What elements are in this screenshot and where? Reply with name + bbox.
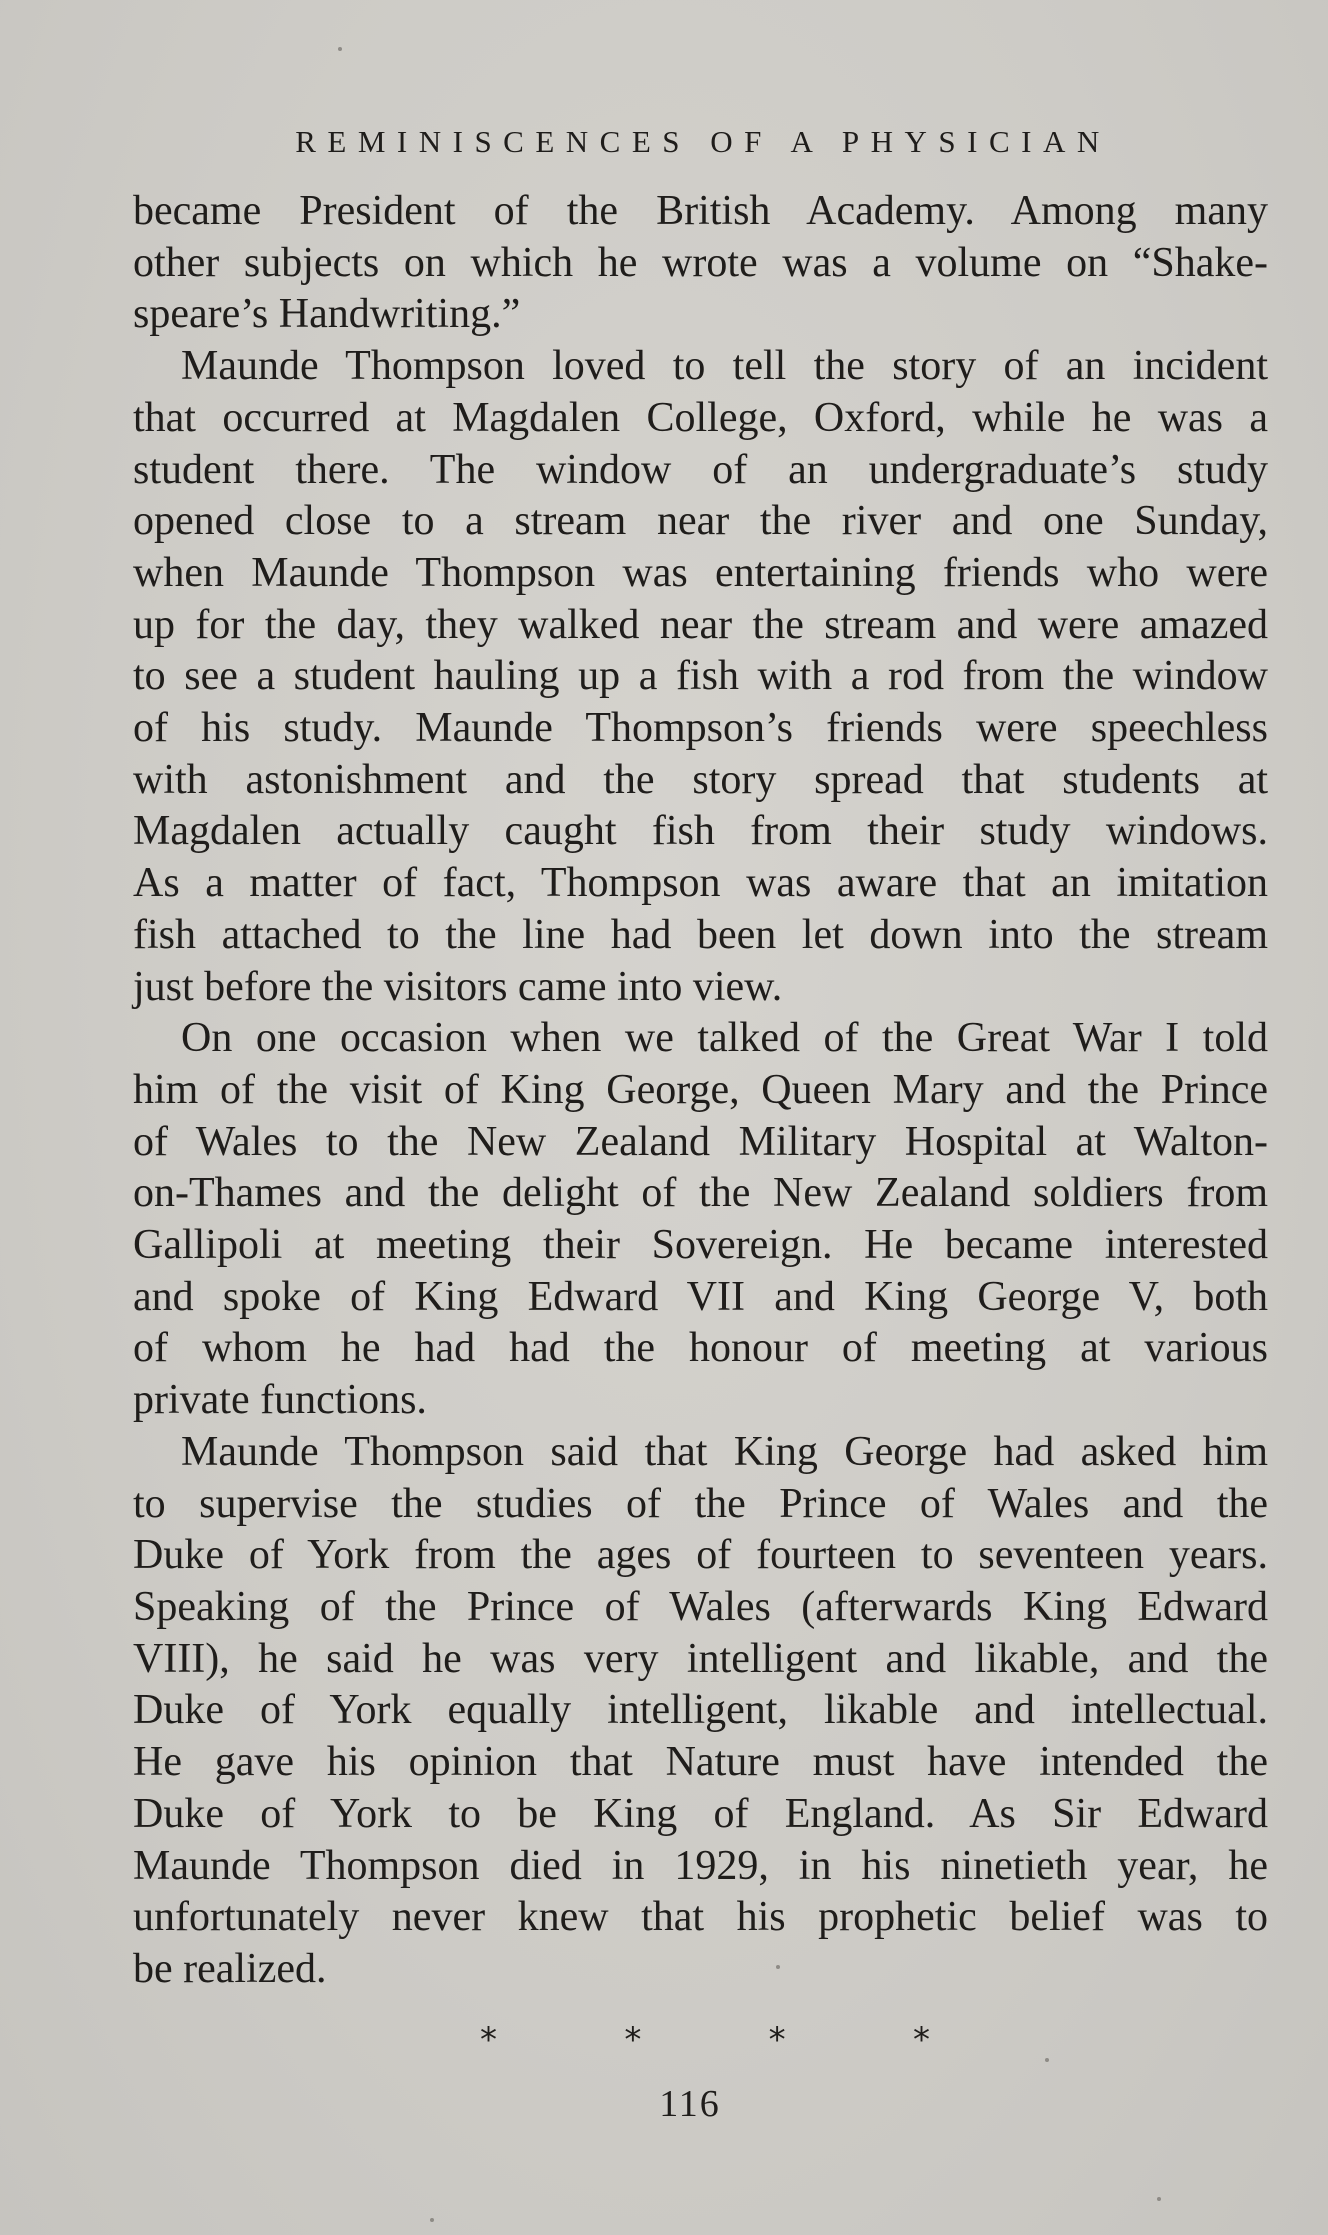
text-line: VIII), he said he was very intelligent and likable, and the	[133, 1635, 1268, 1682]
text-line: became President of the British Academy. Among many	[133, 188, 1268, 234]
text-line: fish attached to the line had been let down into the stream	[133, 911, 1268, 958]
text-line: He gave his opinion that Nature must have intended the	[133, 1739, 1268, 1786]
section-break	[480, 2020, 930, 2060]
text-line: Duke of York equally intelligent, likable and intellectual.	[133, 1687, 1268, 1734]
text-line: Maunde Thompson said that King George had asked him	[181, 1428, 1268, 1475]
text-line: private functions.	[133, 1377, 427, 1424]
text-line: of Wales to the New Zealand Military Hospital at Walton-	[133, 1118, 1268, 1165]
text-line: As a matter of fact, Thompson was aware that an imitation	[133, 860, 1268, 907]
paper-speck	[338, 47, 342, 51]
asterisk: *	[480, 2020, 497, 2060]
text-line: of his study. Maunde Thompson’s friends were speechless	[133, 705, 1268, 752]
text-line: of whom he had had the honour of meeting at various	[133, 1325, 1268, 1372]
asterisk: *	[912, 2020, 930, 2060]
text-line: with astonishment and the story spread that students at	[133, 756, 1268, 803]
text-line: Maunde Thompson loved to tell the story of an incident	[181, 343, 1268, 390]
text-line: speare’s Handwriting.”	[133, 291, 521, 338]
text-line: On one occasion when we talked of the Great War I told	[181, 1015, 1268, 1062]
text-line: and spoke of King Edward VII and King George V, both	[133, 1273, 1268, 1320]
text-line: opened close to a stream near the river and one Sunday,	[133, 498, 1268, 545]
text-line: to supervise the studies of the Prince of Wales and the	[133, 1480, 1268, 1527]
page-number: 116	[659, 2083, 721, 2125]
text-line: when Maunde Thompson was entertaining friends who were	[133, 549, 1268, 596]
text-line: up for the day, they walked near the stream and were amazed	[133, 601, 1268, 648]
paragraph	[133, 341, 1268, 1013]
text-line: just before the visitors came into view.	[133, 963, 783, 1010]
text-line: Gallipoli at meeting their Sovereign. He became interested	[133, 1222, 1268, 1269]
body-text	[133, 186, 1268, 1996]
text-line: to see a student hauling up a fish with a rod from the window	[133, 653, 1268, 700]
text-line: him of the visit of King George, Queen Mary and the Prince	[133, 1066, 1268, 1113]
text-line: Duke of York to be King of England. As Sir Edward	[133, 1790, 1268, 1837]
text-line: student there. The window of an undergraduate’s study	[133, 446, 1268, 493]
paper-speck	[776, 1965, 780, 1969]
text-line: that occurred at Magdalen College, Oxford, while he was a	[133, 394, 1268, 441]
text-line: unfortunately never knew that his prophetic belief was to	[133, 1894, 1268, 1941]
paragraph	[133, 1427, 1268, 1996]
text-line: Duke of York from the ages of fourteen to seventeen years.	[133, 1532, 1268, 1579]
paper-speck	[1157, 2197, 1161, 2201]
asterisk: *	[768, 2020, 786, 2060]
text-line: Speaking of the Prince of Wales (afterwards King Edward	[133, 1583, 1268, 1630]
text-line: be realized.	[133, 1945, 327, 1992]
paragraph	[133, 1013, 1268, 1427]
text-line: on-Thames and the delight of the New Zealand soldiers from	[133, 1170, 1268, 1217]
text-line: Magdalen actually caught fish from their study windows.	[133, 808, 1268, 855]
paper-speck	[430, 2218, 434, 2222]
running-head: REMINISCENCES OF A PHYSICIAN	[295, 124, 1111, 159]
asterisk: *	[624, 2020, 642, 2060]
text-line: Maunde Thompson died in 1929, in his ninetieth year, he	[133, 1842, 1268, 1889]
paragraph	[133, 186, 1268, 341]
paper-speck	[1045, 2058, 1049, 2062]
text-line: other subjects on which he wrote was a volume on “Shake-	[133, 239, 1268, 286]
